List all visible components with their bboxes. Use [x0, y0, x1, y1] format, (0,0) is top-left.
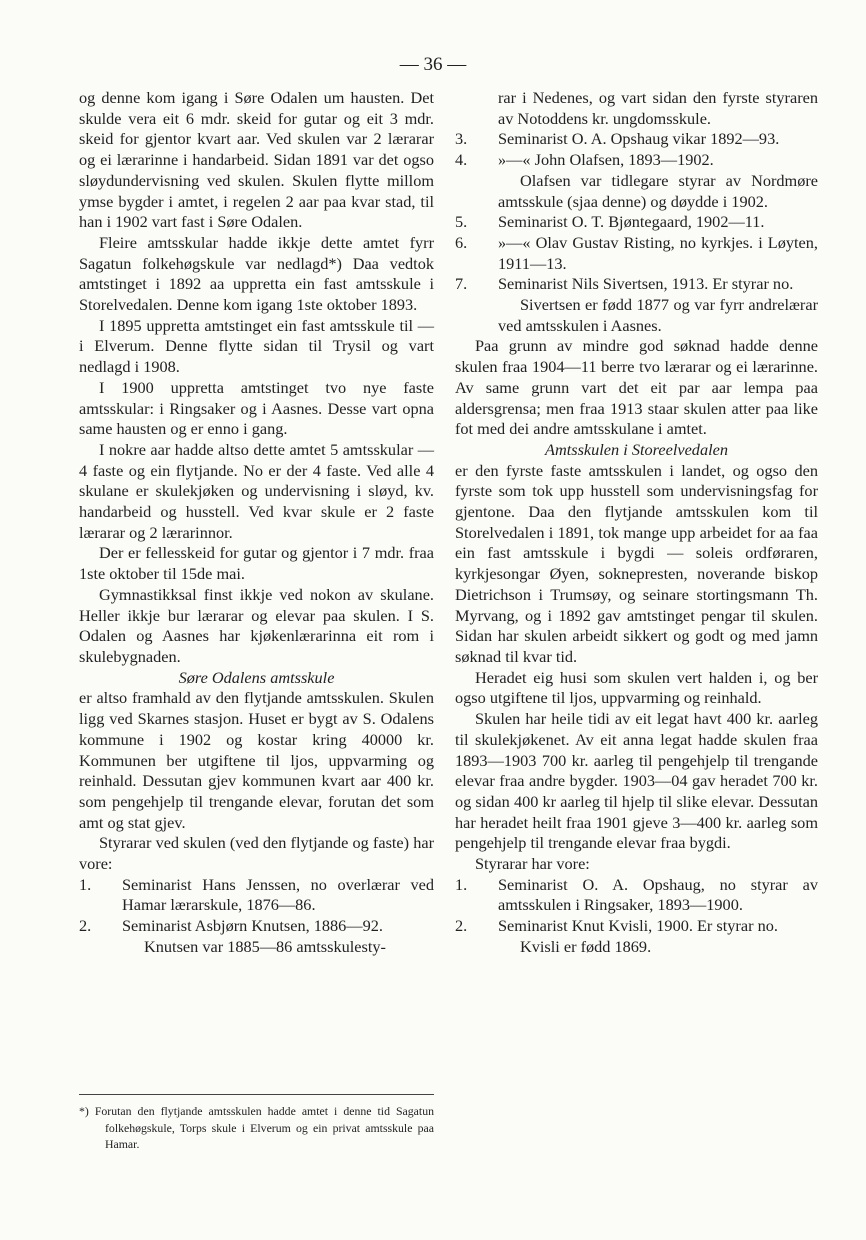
list-text: »—« Olav Gustav Risting, no kyrkjes. i Løyten, 1911—13.: [498, 232, 818, 273]
list-item: [79, 916, 434, 937]
paragraph: Styrarar ved skulen (ved den flytjande og faste) har vore:: [79, 833, 434, 874]
list-text: »—« John Olafsen, 1893—1902.: [498, 150, 714, 170]
list-number: 1.: [455, 874, 468, 894]
list-text: Seminarist Knut Kvisli, 1900. Er styrar no.: [498, 916, 778, 936]
list-item: [455, 274, 818, 295]
paragraph: er den fyrste faste amtsskulen i landet, og ogso den fyrste som tok upp husstell som undervisningsfag for gjentone. Daa den flytjande amtsskulen kom til Storelvedalen i 1891, tok mange upp arbeidet for aa faa ein fast amtsskule i bygdi — soleis ordføraren, kyrkjesongar Øyen, soknepresten, noverande biskop Dietrichson i Trumsøy, og seinare stortingsmann Th. Myrvang, og i 1892 gav amtstinget pengar til skulen. Sidan har skulen arbeidt sikkert og godt og med jamn søknad til kvar tid.: [455, 460, 818, 666]
list-text: Seminarist Asbjørn Knutsen, 1886—92.: [122, 916, 383, 936]
list-number: 2.: [79, 916, 92, 936]
footnote-text: *) Forutan den flytjande amtsskulen hadde amtet i denne tid Sagatun folkehøgskule, Torps skule i Elverum og ein privat amtsskule paa Hamar.: [79, 1104, 434, 1151]
paragraph: I 1895 uppretta amtstinget ein fast amtsskule til — i Elverum. Denne flytte sidan til Trysil og vart nedlagd i 1908.: [79, 315, 434, 377]
list-note: Olafsen var tidlegare styrar av Nordmøre amtsskule (sjaa denne) og døydde i 1902.: [498, 170, 818, 211]
paragraph: er altso framhald av den flytjande amtsskulen. Skulen ligg ved Skarnes stasjon. Huset er bygt av S. Odalens kommune i 1902 og kostar kring 40000 kr. Kommunen ber utgiftene til ljos, uppvarming og reinhald. Dessutan gjev kommunen kvart aar 400 kr. som pengehjelp til trengande elevar, forutan det som amt og stat gjev.: [79, 688, 434, 832]
paragraph: Gymnastikksal finst ikkje ved nokon av skulane. Heller ikkje bur lærarar og elevar paa skulen. I S. Odalen og Aasnes har kjøkenlærarinna eit rom i skulebygnaden.: [79, 584, 434, 666]
paragraph: og denne kom igang i Søre Odalen um hausten. Det skulde vera eit 6 mdr. skeid for gutar og eit 3 mdr. skeid for gjentor kvart aar. Ved skulen var 2 lærarar og ei lærarinne i handarbeid. Sidan 1891 var det ogso sløydundervisning ved skulen. Skulen flytte millom ymse bygder i amtet, i regelen 2 aar paa kvar stad, til han i 1902 vart fast i Søre Odalen.: [79, 88, 434, 232]
paragraph: Fleire amtsskular hadde ikkje dette amtet fyrr Sagatun folkehøgskule var nedlagd*) Daa vedtok amtstinget i 1892 aa uppretta ein fast amtsskule i Storelvedalen. Denne kom igang 1ste oktober 1893.: [79, 232, 434, 315]
list-text: Seminarist O. A. Opshaug, no styrar av amtsskulen i Ringsaker, 1893—1900.: [498, 874, 818, 915]
list-item: [455, 875, 818, 916]
list-note: Knutsen var 1885—86 amtsskulesty-: [144, 936, 386, 956]
list-number: 2.: [455, 916, 468, 936]
list-text: Seminarist Nils Sivertsen, 1913. Er styrar no.: [498, 274, 794, 294]
list-item: [455, 212, 818, 233]
paragraph: Paa grunn av mindre god søknad hadde denne skulen fraa 1904—11 berre tvo lærarar og ei lærarinne. Av same grunn vart det eit par aar lempa paa aldersgrensa; men fraa 1913 staar skulen atter paa like fot med dei andre amtsskulane i amtet.: [455, 336, 818, 439]
paragraph: Der er fellesskeid for gutar og gjentor i 7 mdr. fraa 1ste oktober til 15de mai.: [79, 543, 434, 584]
list-note: Kvisli er fødd 1869.: [520, 936, 652, 956]
page-number: — 36 —: [399, 54, 467, 75]
list-number: 4.: [455, 150, 468, 170]
list-item: [455, 233, 818, 274]
list-text: Seminarist Hans Jenssen, no overlærar ved Hamar lærarskule, 1876—86.: [122, 874, 434, 915]
list-number: 6.: [455, 232, 468, 252]
section-heading: Amtsskulen i Storeelvedalen: [545, 439, 728, 459]
footnote-divider: [79, 1094, 434, 1095]
list-item: [455, 150, 818, 171]
list-note: Sivertsen er fødd 1877 og var fyrr andrelærar ved amtsskulen i Aasnes.: [498, 295, 818, 335]
list-text: Seminarist O. A. Opshaug vikar 1892—93.: [498, 129, 780, 149]
list-item: [455, 129, 818, 150]
right-column: [455, 88, 818, 958]
footnote: [79, 1103, 434, 1153]
paragraph: Skulen har heile tidi av eit legat havt 400 kr. aarleg til skulekjøkenet. Av eit anna legat hadde skulen fraa 1893—1903 700 kr. aarleg til pengehjelp til trengande elevar fraa andre bygder. 1903—04 gav heradet 700 kr. og sidan 400 kr aarleg til hjelp til slike elevar. Dessutan har heradet heilt fraa 1901 gjeve 3—400 kr. aarleg som pengehjelp til trengande elevar fraa bygdi.: [455, 709, 818, 853]
list-number: 7.: [455, 274, 468, 294]
list-text: Seminarist O. T. Bjøntegaard, 1902—11.: [498, 212, 765, 232]
paragraph: I nokre aar hadde altso dette amtet 5 amtsskular — 4 faste og ein flytjande. No er der 4 faste. Ved alle 4 skulane er skulekjøken og undervisning i sløyd, kv. handarbeid og husstell. Ved kvar skule er 2 faste lærarar og 2 lærarinnor.: [79, 439, 434, 542]
list-number: 3.: [455, 129, 468, 149]
list-number: 1.: [79, 874, 92, 894]
list-item: [79, 875, 434, 916]
left-column: [79, 88, 434, 958]
list-continuation: rar i Nedenes, og vart sidan den fyrste styraren av Notoddens kr. ungdomsskule.: [498, 88, 818, 128]
section-heading: Søre Odalens amtsskule: [178, 667, 335, 687]
list-item: [455, 916, 818, 937]
list-number: 5.: [455, 212, 468, 232]
paragraph: Styrarar har vore:: [475, 854, 590, 874]
paragraph: I 1900 uppretta amtstinget tvo nye faste amtsskular: i Ringsaker og i Aasnes. Desse vart opna same hausten og er enno i gang.: [79, 377, 434, 439]
paragraph: Heradet eig husi som skulen vert halden i, og ber ogso utgiftene til ljos, uppvarming og reinhald.: [455, 667, 818, 708]
